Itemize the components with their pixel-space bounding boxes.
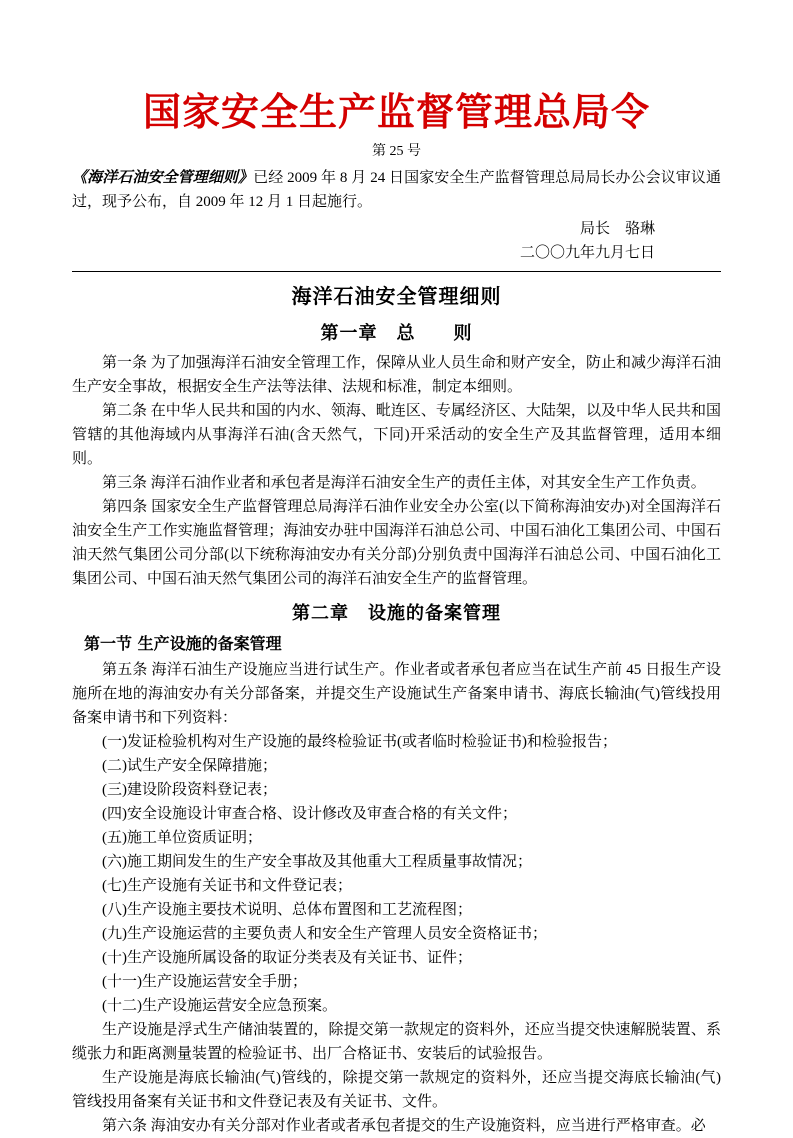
signature-date: 二〇〇九年九月七日 [519, 244, 655, 261]
list-item: (三)建设阶段资料登记表； [102, 781, 277, 798]
list-item: (七)生产设施有关证书和文件登记表； [102, 877, 352, 894]
chapter-2-body [72, 658, 721, 1138]
section-heading-1: 第一节 生产设施的备案管理 [84, 633, 282, 653]
paragraph: 第四条 国家安全生产监督管理总局海洋石油作业安全办公室(以下简称海油安办)对全国海洋石油安全生产工作实施监督管理；海油安办驻中国海洋石油总公司、中国石油化工集团公司、中国石油天然气集团公司分部(以下统称海油安办有关分部)分别负责中国海洋石油总公司、中国石油化工集团公司、中国石油天然气集团公司的海洋石油安全生产的监督管理。 [72, 498, 721, 587]
preamble-paragraph [72, 166, 721, 215]
chapter-heading-2: 第二章 设施的备案管理 [292, 602, 501, 624]
paragraph: 第六条 海油安办有关分部对作业者或者承包者提交的生产设施资料，应当进行严格审查。必 [102, 1117, 706, 1134]
regulation-title: 海洋石油安全管理细则 [291, 283, 502, 308]
preamble-text: 已经 2009 年 8 月 24 日国家安全生产监督管理总局局长办公会议审议通过，现予公布，自 2009 年 12 月 1 日起施行。 [72, 169, 721, 210]
list-item: (六)施工期间发生的生产安全事故及其他重大工程质量事故情况； [102, 853, 532, 870]
chapter-1-body [72, 351, 721, 591]
paragraph: 生产设施是浮式生产储油装置的，除提交第一款规定的资料外，还应当提交快速解脱装置、系缆张力和距离测量装置的检验证书、出厂合格证书、安装后的试验报告。 [72, 1021, 721, 1062]
signature-block [72, 218, 721, 265]
paragraph: 第三条 海洋石油作业者和承包者是海洋石油安全生产的责任主体，对其安全生产工作负责。 [102, 474, 706, 491]
signature-title: 局长 骆琳 [579, 221, 655, 238]
regulation-name: 《海洋石油安全管理细则》 [72, 169, 254, 186]
paragraph: 生产设施是海底长输油(气)管线的，除提交第一款规定的资料外，还应当提交海底长输油(气)管线投用备案有关证书和文件登记表及有关证书、文件。 [72, 1069, 721, 1110]
list-item: (五)施工单位资质证明； [102, 829, 262, 846]
chapter-heading-1: 第一章 总 则 [320, 322, 473, 344]
list-item: (八)生产设施主要技术说明、总体布置图和工艺流程图； [102, 901, 472, 918]
list-item: (四)安全设施设计审查合格、设计修改及审查合格的有关文件； [102, 805, 517, 822]
horizontal-divider [72, 271, 721, 272]
list-item: (十二)生产设施运营安全应急预案。 [102, 997, 337, 1014]
document-number: 第 25 号 [372, 143, 421, 159]
list-item: (二)试生产安全保障措施； [102, 757, 277, 774]
paragraph: 第一条 为了加强海洋石油安全管理工作，保障从业人员生命和财产安全，防止和减少海洋石油生产安全事故，根据安全生产法等法律、法规和标准，制定本细则。 [72, 354, 721, 395]
list-item: (十)生产设施所属设备的取证分类表及有关证书、证件； [102, 949, 472, 966]
list-item: (九)生产设施运营的主要负责人和安全生产管理人员安全资格证书； [102, 925, 547, 942]
list-item: (十一)生产设施运营安全手册； [102, 973, 307, 990]
list-item: (一)发证检验机构对生产设施的最终检验证书(或者临时检验证书)和检验报告； [102, 733, 617, 750]
paragraph: 第五条 海洋石油生产设施应当进行试生产。作业者或者承包者应当在试生产前 45 日报生产设施所在地的海油安办有关分部备案，并提交生产设施试生产备案申请书、海底长输油(气)管线投用备案申请书和下列资料： [72, 661, 721, 726]
page-title: 国家安全生产监督管理总局令 [142, 89, 650, 134]
paragraph: 第二条 在中华人民共和国的内水、领海、毗连区、专属经济区、大陆架，以及中华人民共和国管辖的其他海域内从事海洋石油(含天然气，下同)开采活动的安全生产及其监督管理，适用本细则。 [72, 402, 721, 467]
